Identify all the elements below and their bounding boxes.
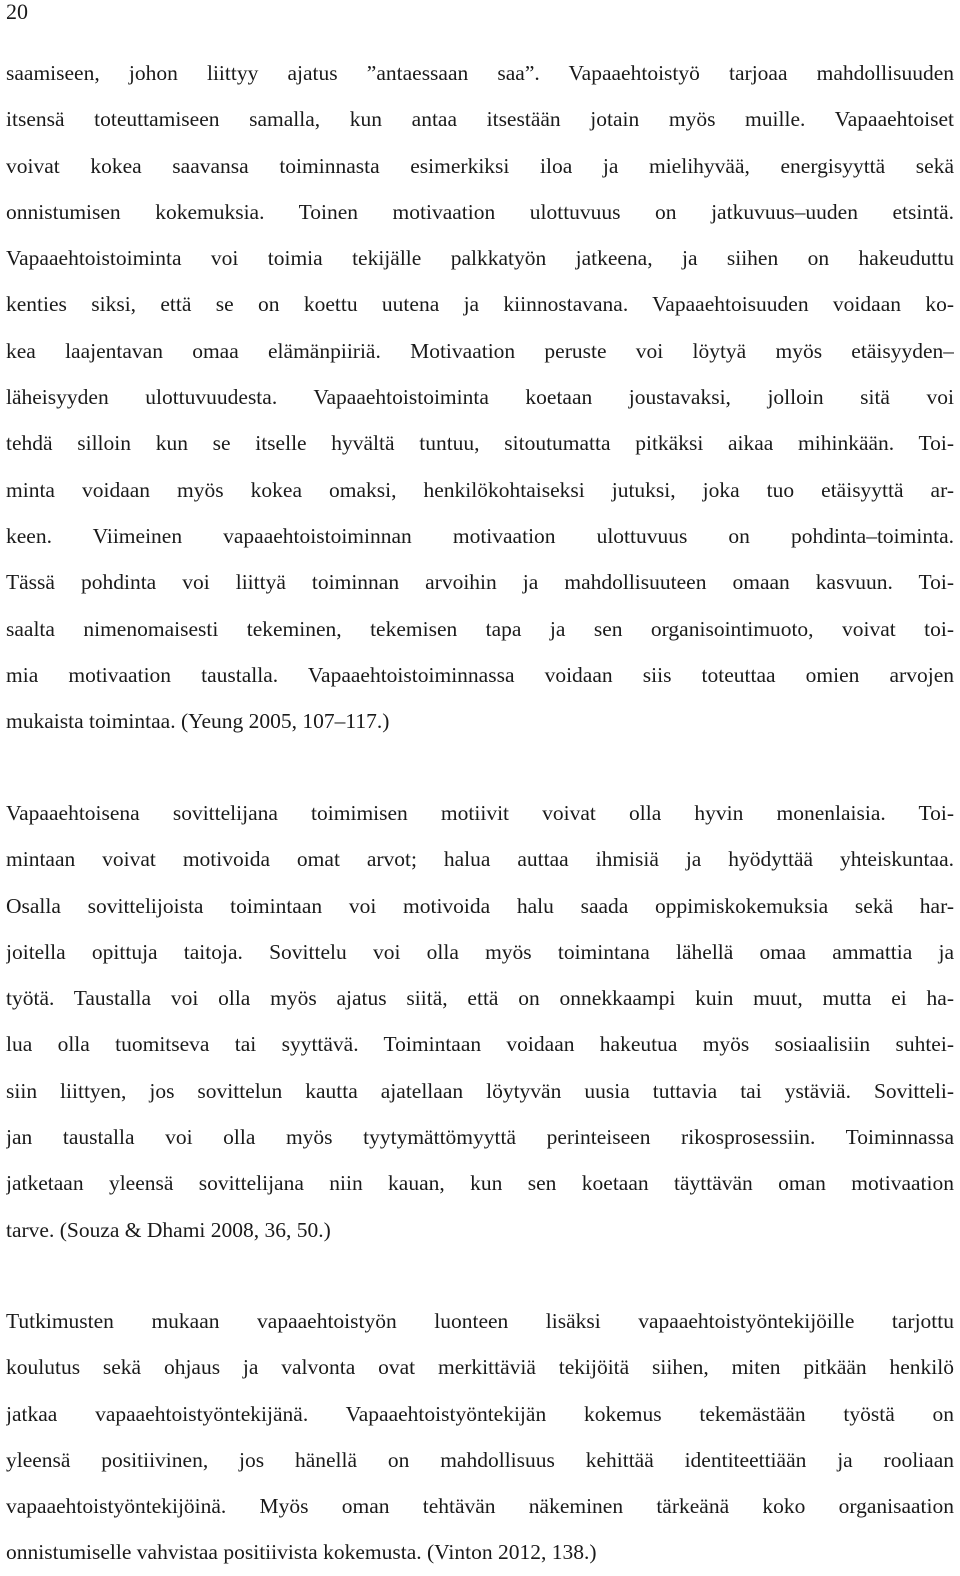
text-line: joitella opittuja taitoja. Sovittelu voi olla myös toimintana lähellä omaa ammattia ja: [6, 939, 954, 964]
text-line: mintaan voivat motivoida omat arvot; halua auttaa ihmisiä ja hyödyttää yhteiskuntaa.: [6, 847, 954, 872]
text-line: tarve. (Souza & Dhami 2008, 36, 50.): [6, 1217, 331, 1242]
text-line: koulutus sekä ohjaus ja valvonta ovat merkittäviä tekijöitä siihen, miten pitkään henkilö: [6, 1355, 954, 1380]
text-line: Vapaaehtoisena sovittelijana toimimisen motiivit voivat olla hyvin monenlaisia. Toi-: [6, 801, 954, 825]
text-line: kea laajentavan omaa elämänpiiriä. Motivaation peruste voi löytyä myös etäisyyden–: [6, 338, 954, 363]
paragraph-3: [6, 1298, 954, 1576]
text-line: läheisyyden ulottuvuudesta. Vapaaehtoistoiminta koetaan joustavaksi, jolloin sitä voi: [6, 385, 954, 410]
text-line: siin liittyen, jos sovittelun kautta ajatellaan löytyvän uusia tuttavia tai ystäviä. Sovitteli-: [6, 1078, 954, 1103]
text-line: mia motivaation taustalla. Vapaaehtoistoiminnassa voidaan siis toteuttaa omien arvojen: [6, 662, 954, 687]
text-line: Tutkimusten mukaan vapaaehtoistyön luonteen lisäksi vapaaehtoistyöntekijöille tarjottu: [6, 1309, 954, 1333]
text-line: työtä. Taustalla voi olla myös ajatus siitä, että on onnekkaampi kuin muut, mutta ei ha-: [6, 986, 954, 1011]
text-line: onnistumiselle vahvistaa positiivista kokemusta. (Vinton 2012, 138.): [6, 1540, 597, 1565]
text-line: voivat kokea saavansa toiminnasta esimerkiksi iloa ja mielihyvää, energisyyttä sekä: [6, 153, 954, 178]
text-line: vapaaehtoistyöntekijöinä. Myös oman tehtävän näkeminen tärkeänä koko organisaation: [6, 1494, 954, 1519]
paragraph-1: [6, 50, 954, 744]
paragraph-2: [6, 790, 954, 1253]
text-line: Osalla sovittelijoista toimintaan voi motivoida halu saada oppimiskokemuksia sekä har-: [6, 893, 954, 918]
text-line: jatketaan yleensä sovittelijana niin kauan, kun sen koetaan täyttävän oman motivaation: [6, 1171, 954, 1196]
text-line: jan taustalla voi olla myös tyytymättömyyttä perinteiseen rikosprosessiin. Toiminnassa: [6, 1125, 954, 1150]
text-line: jatkaa vapaaehtoistyöntekijänä. Vapaaehtoistyöntekijän kokemus tekemästään työstä on: [6, 1401, 954, 1426]
text-line: lua olla tuomitseva tai syyttävä. Toimintaan voidaan hakeutua myös sosiaalisiin suhtei-: [6, 1032, 954, 1057]
text-line: Vapaaehtoistoiminta voi toimia tekijälle palkkatyön jatkeena, ja siihen on hakeuduttu: [6, 246, 954, 271]
page-number: 20: [6, 0, 28, 24]
text-line: minta voidaan myös kokea omaksi, henkilökohtaiseksi jutuksi, joka tuo etäisyyttä ar-: [6, 477, 954, 502]
text-line: keen. Viimeinen vapaaehtoistoiminnan motivaation ulottuvuus on pohdinta–toiminta.: [6, 523, 954, 548]
text-line: saalta nimenomaisesti tekeminen, tekemisen tapa ja sen organisointimuoto, voivat toi-: [6, 616, 954, 641]
text-line: tehdä silloin kun se itselle hyvältä tuntuu, sitoutumatta pitkäksi aikaa mihinkään. Toi-: [6, 431, 954, 456]
text-line: mukaista toimintaa. (Yeung 2005, 107–117.): [6, 709, 390, 734]
text-line: itsensä toteuttamiseen samalla, kun antaa itsestään jotain myös muille. Vapaaehtoiset: [6, 107, 954, 132]
text-line: Tässä pohdinta voi liittyä toiminnan arvoihin ja mahdollisuuteen omaan kasvuun. Toi-: [6, 570, 954, 595]
text-line: kenties siksi, että se on koettu uutena ja kiinnostavana. Vapaaehtoisuuden voidaan ko-: [6, 292, 954, 317]
text-line: yleensä positiivinen, jos hänellä on mahdollisuus kehittää identiteettiään ja rooliaan: [6, 1447, 954, 1472]
text-line: onnistumisen kokemuksia. Toinen motivaation ulottuvuus on jatkuvuus–uuden etsintä.: [6, 199, 954, 224]
text-line: saamiseen, johon liittyy ajatus ”antaessaan saa”. Vapaaehtoistyö tarjoaa mahdollisuuden: [6, 61, 954, 85]
